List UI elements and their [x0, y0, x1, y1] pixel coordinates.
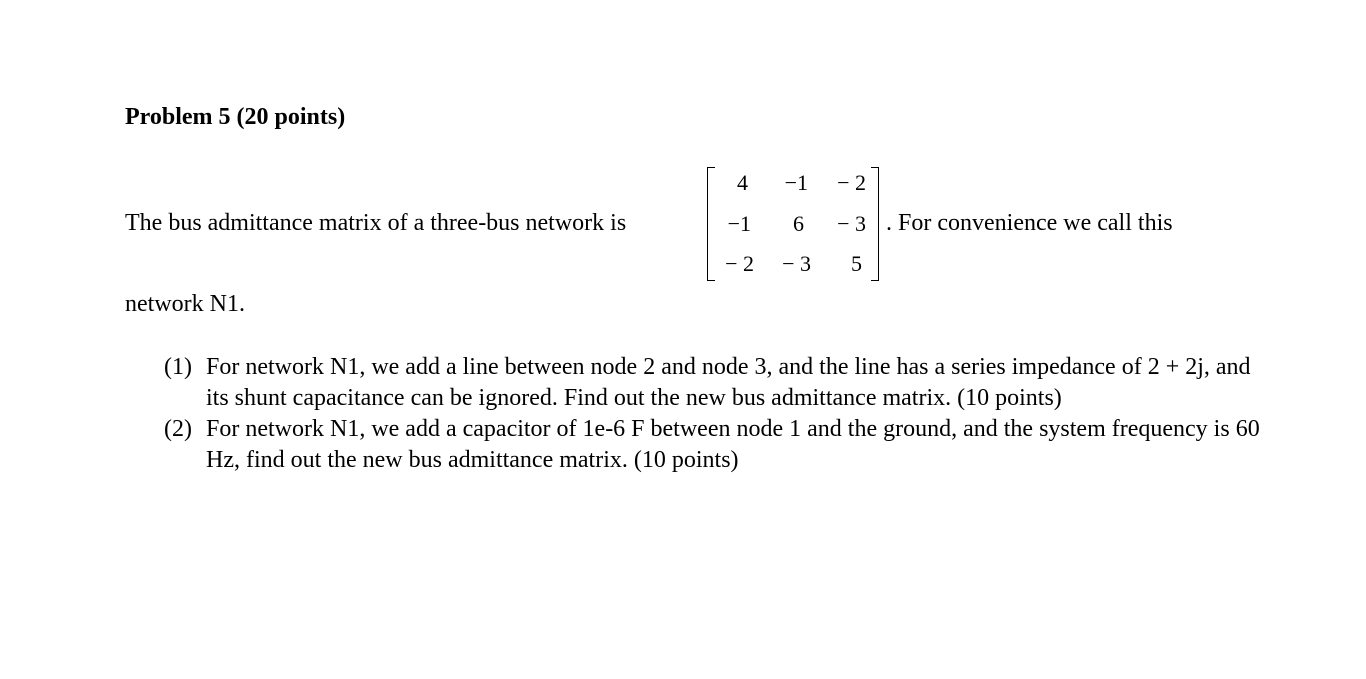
problem-part-2 [164, 414, 1264, 476]
matrix-cell-r2-c2: 6 [793, 211, 804, 236]
problem-title: Problem 5 (20 points) [125, 104, 346, 130]
problem-parts-list [164, 352, 1264, 476]
matrix-cell-r1-c3: − 2 [837, 170, 866, 195]
matrix-cell-r3-c3: 5 [851, 251, 862, 276]
problem-part-1 [164, 352, 1264, 414]
network-name-text: network N1. [125, 291, 245, 317]
matrix-intro-text: The bus admittance matrix of a three-bus network is [125, 210, 627, 236]
matrix-cell-r1-c2: −1 [784, 170, 808, 195]
problem-part-2-number: (2) [164, 416, 192, 442]
matrix-cell-r3-c2: − 3 [782, 251, 811, 276]
problem-part-2-text: For network N1, we add a capacitor of 1e-6 F between node 1 and the ground, and the system frequency is 60 Hz, find out the new bus admittance matrix. (10 points) [206, 416, 1260, 473]
matrix-cell-r2-c1: −1 [727, 211, 751, 236]
matrix-after-text: . For convenience we call this [886, 210, 1173, 236]
problem-part-1-text: For network N1, we add a line between node 2 and node 3, and the line has a series impedance of 2 + 2j, and its shunt capacitance can be ignored. Find out the new bus admittance matrix. (10 points) [206, 354, 1251, 411]
problem-part-1-number: (1) [164, 354, 192, 380]
matrix-cell-r2-c3: − 3 [837, 211, 866, 236]
bus-admittance-matrix [705, 166, 881, 284]
matrix-right-bracket [871, 167, 879, 281]
matrix-cell-r3-c1: − 2 [725, 251, 754, 276]
matrix-cell-r1-c1: 4 [737, 170, 748, 195]
